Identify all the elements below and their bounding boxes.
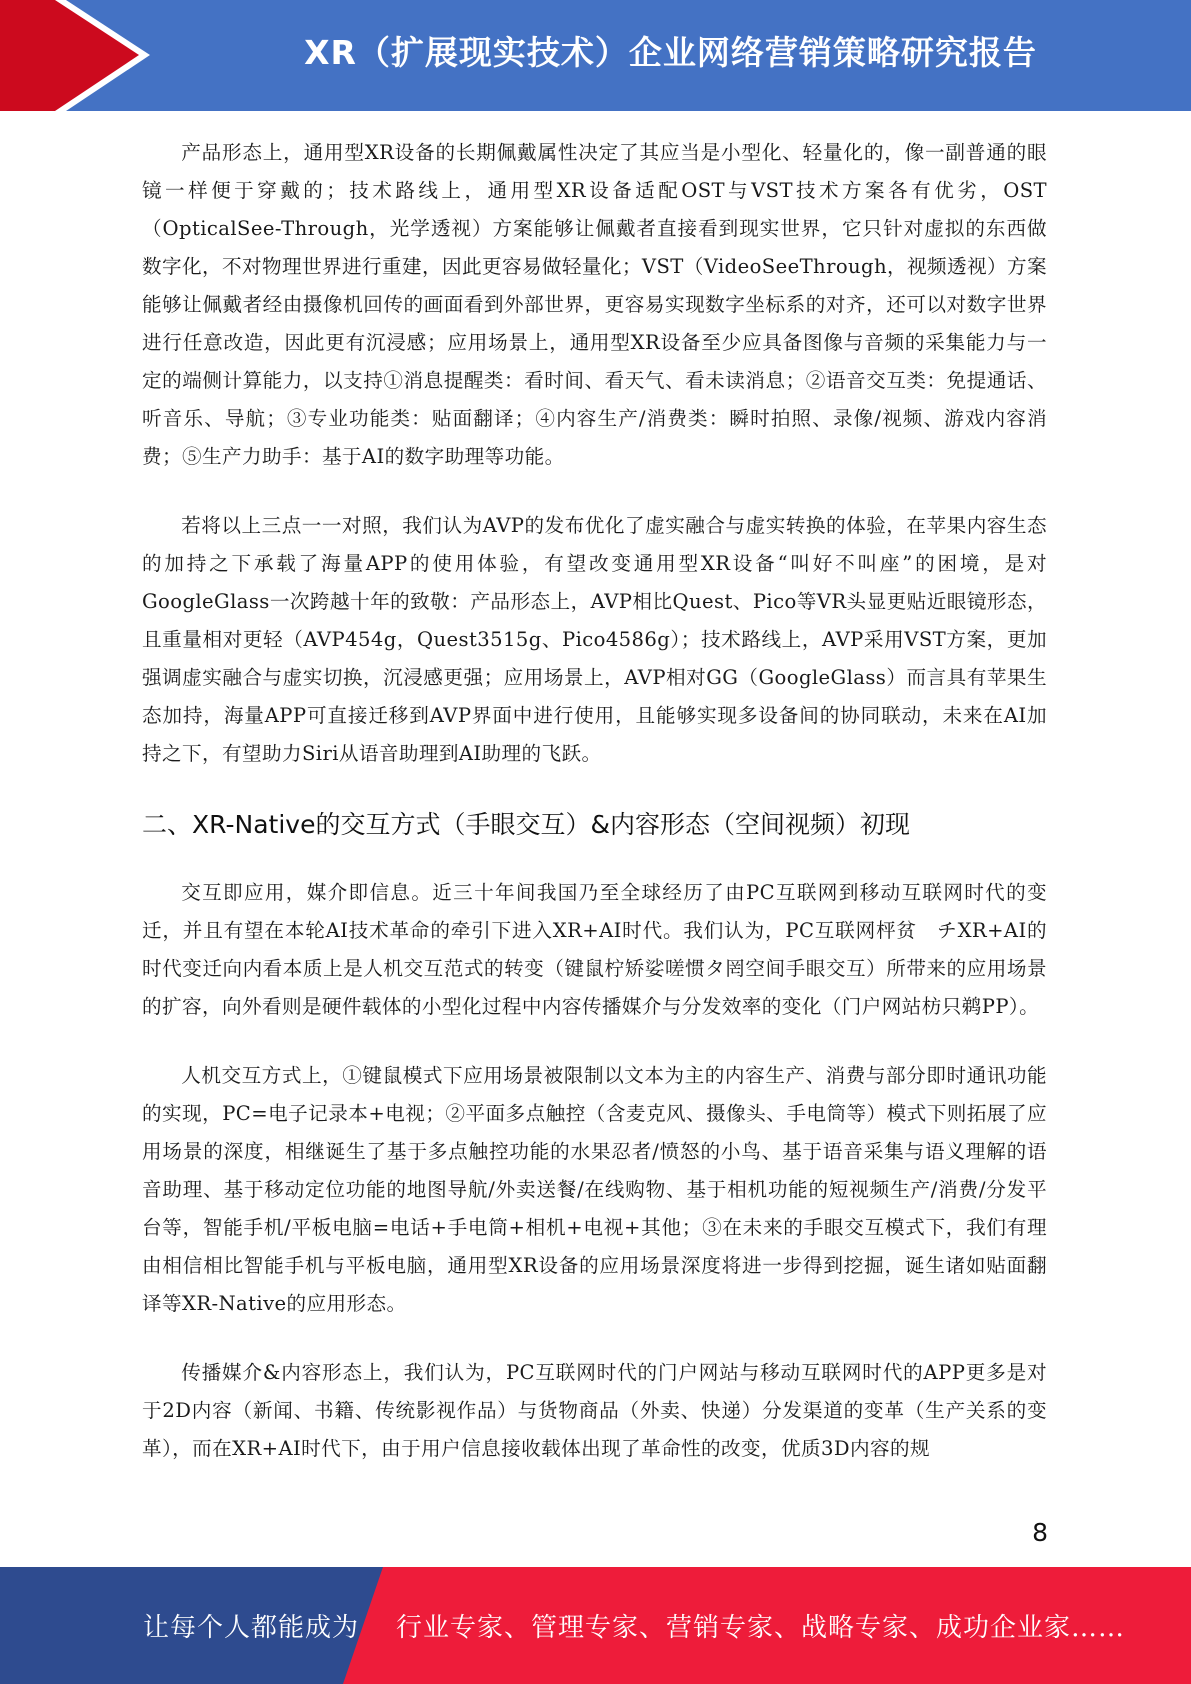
footer-slogan-right: 行业专家、管理专家、营销专家、战略专家、成功企业家…… — [396, 1613, 1126, 1643]
page-number: 8 — [1032, 1518, 1048, 1547]
body-paragraph: 传播媒介&内容形态上，我们认为，PC互联网时代的门户网站与移动互联网时代的APP更多是对于2D内容（新闻、书籍、传统影视作品）与货物商品（外卖、快递）分发渠道的变革（生产关系的变革），而在XR+AI时代下，由于用户信息接收载体出现了革命性的改变，优质3D内容的规 — [142, 1361, 1047, 1460]
body-paragraph: 人机交互方式上，①键鼠模式下应用场景被限制以文本为主的内容生产、消费与部分即时通讯功能的实现，PC=电子记录本+电视；②平面多点触控（含麦克风、摄像头、手电筒等）模式下则拓展了应用场景的深度，相继诞生了基于多点触控功能的水果忍者/愤怒的小鸟、基于语音采集与语义理解的语音助理、基于移动定位功能的地图导航/外卖送餐/在线购物、基于相机功能的短视频生产/消费/分发平台等，智能手机/平板电脑=电话+手电筒+相机+电视+其他；③在未来的手眼交互模式下，我们有理由相信相比智能手机与平板电脑，通用型XR设备的应用场景深度将进一步得到挖掘，诞生诸如贴面翻译等XR-Native的应用形态。 — [142, 1064, 1047, 1315]
footer-slogan-left: 让每个人都能成为 — [143, 1613, 360, 1643]
section-heading: 二、XR-Native的交互方式（手眼交互）&内容形态（空间视频）初现 — [142, 810, 910, 839]
body-paragraph: 交互即应用，媒介即信息。近三十年间我国乃至全球经历了由PC互联网到移动互联网时代的变迁，并且有望在本轮AI技术革命的牵引下进入XR+AI时代。我们认为，PC互联网枰贫 チXR+AI的时代变迁向内看本质上是人机交互范式的转变（键鼠柠矫娑嗟惯タ罔空间手眼交互）所带来的应用场景的扩容，向外看则是硬件载体的小型化过程中内容传播媒介与分发效率的变化（门户网站枋只鹈PP）。 — [142, 881, 1047, 1018]
header-arrow-decoration — [0, 0, 150, 111]
body-paragraph: 若将以上三点一一对照，我们认为AVP的发布优化了虚实融合与虚实转换的体验，在苹果内容生态的加持之下承载了海量APP的使用体验，有望改变通用型XR设备“叫好不叫座”的困境，是对GoogleGlass一次跨越十年的致敬：产品形态上，AVP相比Quest、Pico等VR头显更贴近眼镜形态，且重量相对更轻（AVP454g，Quest3515g、Pico4586g）；技术路线上，AVP采用VST方案，更加强调虚实融合与虚实切换，沉浸感更强；应用场景上，AVP相对GG（GoogleGlass）而言具有苹果生态加持，海量APP可直接迁移到AVP界面中进行使用，且能够实现多设备间的协同联动，未来在AI加持之下，有望助力Siri从语音助理到AI助理的飞跃。 — [142, 514, 1047, 765]
report-title: XR（扩展现实技术）企业网络营销策略研究报告 — [304, 33, 1037, 72]
page-footer — [0, 1567, 1191, 1684]
page-header — [0, 0, 1191, 111]
body-paragraph: 产品形态上，通用型XR设备的长期佩戴属性决定了其应当是小型化、轻量化的，像一副普通的眼镜一样便于穿戴的；技术路线上，通用型XR设备适配OST与VST技术方案各有优劣，OST（OpticalSee-Through，光学透视）方案能够让佩戴者直接看到现实世界，它只针对虚拟的东西做数字化，不对物理世界进行重建，因此更容易做轻量化；VST（VideoSeeThrough，视频透视）方案能够让佩戴者经由摄像机回传的画面看到外部世界，更容易实现数字坐标系的对齐，还可以对数字世界进行任意改造，因此更有沉浸感；应用场景上，通用型XR设备至少应具备图像与音频的采集能力与一定的端侧计算能力，以支持①消息提醒类：看时间、看天气、看未读消息；②语音交互类：免提通话、听音乐、导航；③专业功能类：贴面翻译；④内容生产/消费类：瞬时拍照、录像/视频、游戏内容消费；⑤生产力助手：基于AI的数字助理等功能。 — [142, 141, 1047, 468]
document-body — [142, 134, 1047, 1499]
